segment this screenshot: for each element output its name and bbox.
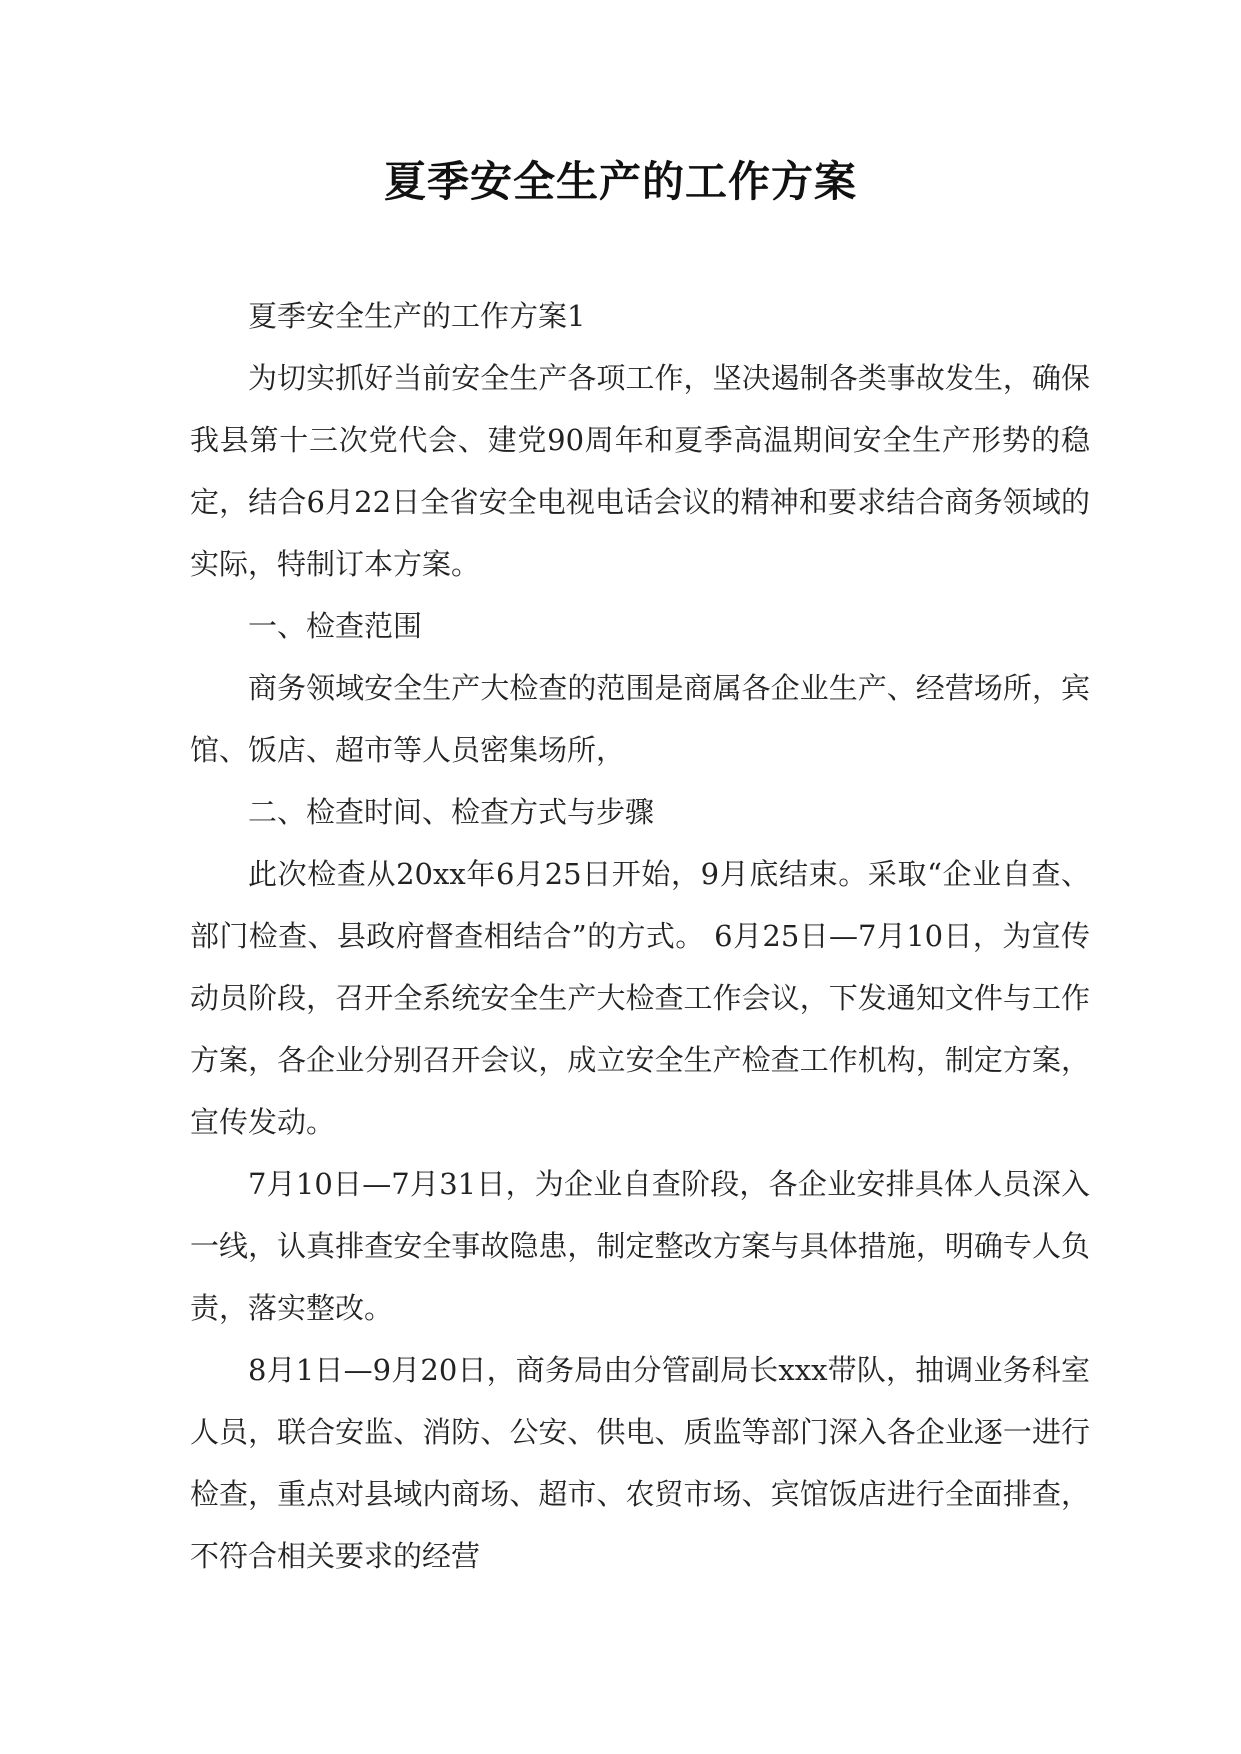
document-body [190,285,1090,1587]
section-heading-schedule: 二、检查时间、检查方式与步骤 [248,795,655,829]
paragraph-scope: 商务领域安全生产大检查的范围是商属各企业生产、经营场所，宾馆、饭店、超市等人员密集场所， [190,671,1090,767]
paragraph-schedule: 此次检查从20xx年6月25日开始，9月底结束。采取“企业自查、部门检查、县政府督查相结合”的方式。 6月25日—7月10日，为宣传动员阶段，召开全系统安全生产大检查工作会议，下发通知文件与工作方案，各企业分别召开会议，成立安全生产检查工作机构，制定方案，宣传发动。 [190,857,1090,1139]
section-heading-plan-1: 夏季安全生产的工作方案1 [248,299,586,333]
section-heading-scope: 一、检查范围 [248,609,423,643]
paragraph-inspection: 8月1日—9月20日，商务局由分管副局长xxx带队，抽调业务科室人员，联合安监、消防、公安、供电、质监等部门深入各企业逐一进行检查，重点对县域内商场、超市、农贸市场、宾馆饭店进行全面排查，不符合相关要求的经营 [190,1353,1090,1573]
paragraph-intro: 为切实抓好当前安全生产各项工作，坚决遏制各类事故发生，确保我县第十三次党代会、建党90周年和夏季高温期间安全生产形势的稳定，结合6月22日全省安全电视电话会议的精神和要求结合商务领域的实际，特制订本方案。 [190,361,1090,581]
paragraph-self-check: 7月10日—7月31日，为企业自查阶段，各企业安排具体人员深入一线，认真排查安全事故隐患，制定整改方案与具体措施，明确专人负责，落实整改。 [190,1167,1090,1325]
document-title: 夏季安全生产的工作方案 [383,157,857,206]
